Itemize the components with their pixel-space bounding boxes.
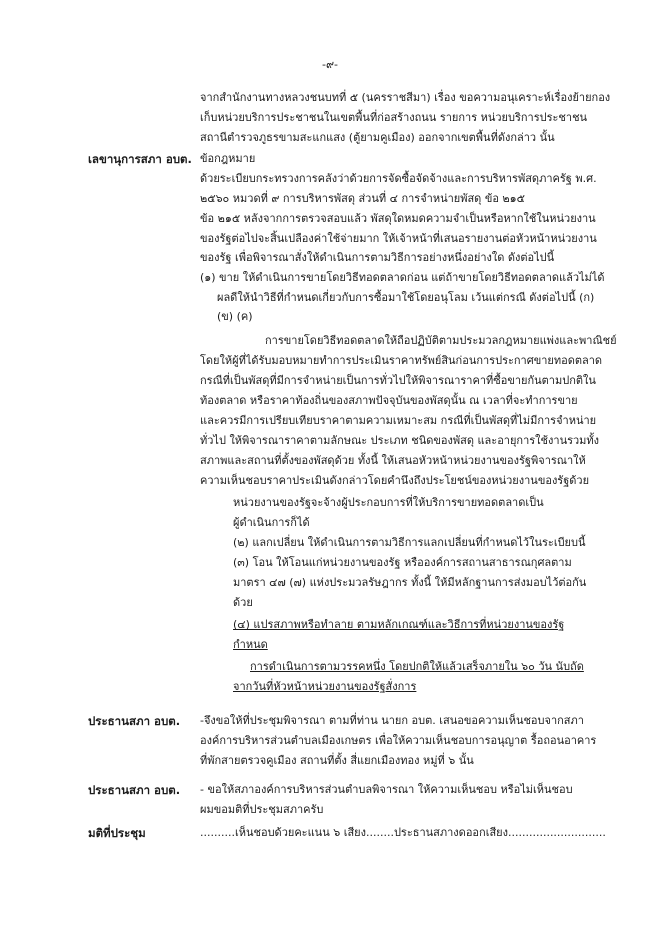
body-line: องค์การบริหารส่วนตำบลเมืองเกษตร เพื่อให้ความเห็นชอบการอนุญาต รื้อถอนอาคาร xyxy=(200,734,597,747)
body-line: (ข) (ค) xyxy=(217,310,253,323)
body-line: (๓) โอน ให้โอนแก่หน่วยงานของรัฐ หรือองค์การสถานสาธารณกุศลตาม xyxy=(233,556,572,569)
body-line: ด้วย xyxy=(233,596,253,609)
body-line-underlined: (๔) แปรสภาพหรือทำลาย ตามหลักเกณฑ์และวิธีการที่หน่วยงานของรัฐ xyxy=(233,618,565,631)
page-number: -๙- xyxy=(322,58,338,71)
body-line: การขายโดยวิธีทอดตลาดให้ถือปฏิบัติตามประมวลกฎหมายแพ่งและพาณิชย์ xyxy=(265,334,617,347)
body-line: โดยให้ผู้ที่ได้รับมอบหมายทำการประเมินราคาทรัพย์สินก่อนการประกาศขายทอดตลาด xyxy=(200,354,603,367)
body-line: ที่พักสายตรวจคูเมือง สถานที่ตั้ง สี่แยกเมืองทอง หมู่ที่ ๖ นั้น xyxy=(200,754,474,767)
body-line: เก็บหน่วยบริการประชาชนในเขตพื้นที่ก่อสร้างถนน รายการ หน่วยบริการประชาชน xyxy=(200,111,588,124)
body-line: (๑) ขาย ให้ดำเนินการขายโดยวิธีทอดตลาดก่อน แต่ถ้าขายโดยวิธีทอดตลาดแล้วไม่ได้ xyxy=(200,271,605,284)
body-line: สภาพและสถานที่ตั้งของพัสดุด้วย ทั้งนี้ ให้เสนอหัวหน้าหน่วยงานของรัฐพิจารณาให้ xyxy=(200,454,586,467)
body-line: ผู้ดำเนินการก็ได้ xyxy=(233,516,310,529)
speaker-label-chair: ประธานสภา อบต. xyxy=(88,714,181,728)
body-line-underlined: จากวันที่หัวหน้าหน่วยงานของรัฐสั่งการ xyxy=(233,680,417,693)
body-line: จากสำนักงานทางหลวงชนบทที่ ๕ (นครราชสีมา) เรื่อง ขอความอนุเคราะห์เรื่องย้ายกอง xyxy=(200,91,611,104)
body-line: ความเห็นชอบราคาประเมินดังกล่าวโดยคำนึงถึงประโยชน์ของหน่วยงานของรัฐด้วย xyxy=(200,474,590,487)
body-line-underlined: การดำเนินการตามวรรคหนึ่ง โดยปกติให้แล้วเสร็จภายใน ๖๐ วัน นับถัด xyxy=(250,660,584,673)
resolution-label: มติที่ประชุม xyxy=(88,826,146,840)
body-line: หน่วยงานของรัฐจะจ้างผู้ประกอบการที่ให้บริการขายทอดตลาดเป็น xyxy=(233,496,544,509)
body-line: กรณีที่เป็นพัสดุที่มีการจำหน่ายเป็นการทั่วไปให้พิจารณาราคาที่ซื้อขายกันตามปกติใน xyxy=(200,374,596,387)
body-line-underlined: กำหนด xyxy=(233,638,268,651)
resolution-text: ..........เห็นชอบด้วยคะแนน ๖ เสียง........ประธานสภางดออกเสียง............................ xyxy=(200,826,606,839)
body-line: ผมขอมติที่ประชุมสภาครับ xyxy=(200,803,324,816)
body-line: ของรัฐต่อไปจะสิ้นเปลืองค่าใช้จ่ายมาก ให้เจ้าหน้าที่เสนอรายงานต่อหัวหน้าหน่วยงาน xyxy=(200,232,597,245)
body-line: ผลดีให้นำวิธีที่กำหนดเกี่ยวกับการซื้อมาใช้โดยอนุโลม เว้นแต่กรณี ดังต่อไปนี้ (ก) xyxy=(217,291,595,304)
body-line: (๒) แลกเปลี่ยน ให้ดำเนินการตามวิธีการแลกเปลี่ยนที่กำหนดไว้ในระเบียบนี้ xyxy=(233,536,586,549)
body-line: และควรมีการเปรียบเทียบราคาตามความเหมาะสม กรณีที่เป็นพัสดุที่ไม่มีการจำหน่าย xyxy=(200,414,597,427)
body-line: ท้องตลาด หรือราคาท้องถิ่นของสภาพปัจจุบันของพัสดุนั้น ณ เวลาที่จะทำการขาย xyxy=(200,394,578,407)
body-line: ทั่วไป ให้พิจารณาราคาตามลักษณะ ประเภท ชนิดของพัสดุ และอายุการใช้งานรวมทั้ง xyxy=(200,434,600,447)
body-line: -จึงขอให้ที่ประชุมพิจารณา ตามที่ท่าน นายก อบต. เสนอขอความเห็นชอบจากสภา xyxy=(200,714,584,727)
body-line: ๒๕๖๐ หมวดที่ ๙ การบริหารพัสดุ ส่วนที่ ๔ การจำหน่ายพัสดุ ข้อ ๒๑๕ xyxy=(200,192,525,205)
body-line: ข้อกฎหมาย xyxy=(200,152,256,165)
body-line: สถานีตำรวจภูธรขามสะแกแสง (ตู้ยามคูเมือง) ออกจากเขตพื้นที่ดังกล่าว นั้น xyxy=(200,131,555,144)
body-line: ของรัฐ เพื่อพิจารณาสั่งให้ดำเนินการตามวิธีการอย่างหนึ่งอย่างใด ดังต่อไปนี้ xyxy=(200,251,555,264)
body-line: ข้อ ๒๑๕ หลังจากการตรวจสอบแล้ว พัสดุใดหมดความจำเป็นหรือหากใช้ในหน่วยงาน xyxy=(200,212,596,225)
body-line: ด้วยระเบียบกระทรวงการคลังว่าด้วยการจัดซื้อจัดจ้างและการบริหารพัสดุภาครัฐ พ.ศ. xyxy=(200,172,597,185)
body-line: มาตรา ๔๗ (๗) แห่งประมวลรัษฎากร ทั้งนี้ ให้มีหลักฐานการส่งมอบไว้ต่อกัน xyxy=(233,576,587,589)
body-line: - ขอให้สภาองค์การบริหารส่วนตำบลพิจารณา ให้ความเห็นชอบ หรือไม่เห็นชอบ xyxy=(200,783,573,796)
speaker-label-secretary: เลขานุการสภา อบต. xyxy=(88,152,192,166)
speaker-label-chair: ประธานสภา อบต. xyxy=(88,783,181,797)
